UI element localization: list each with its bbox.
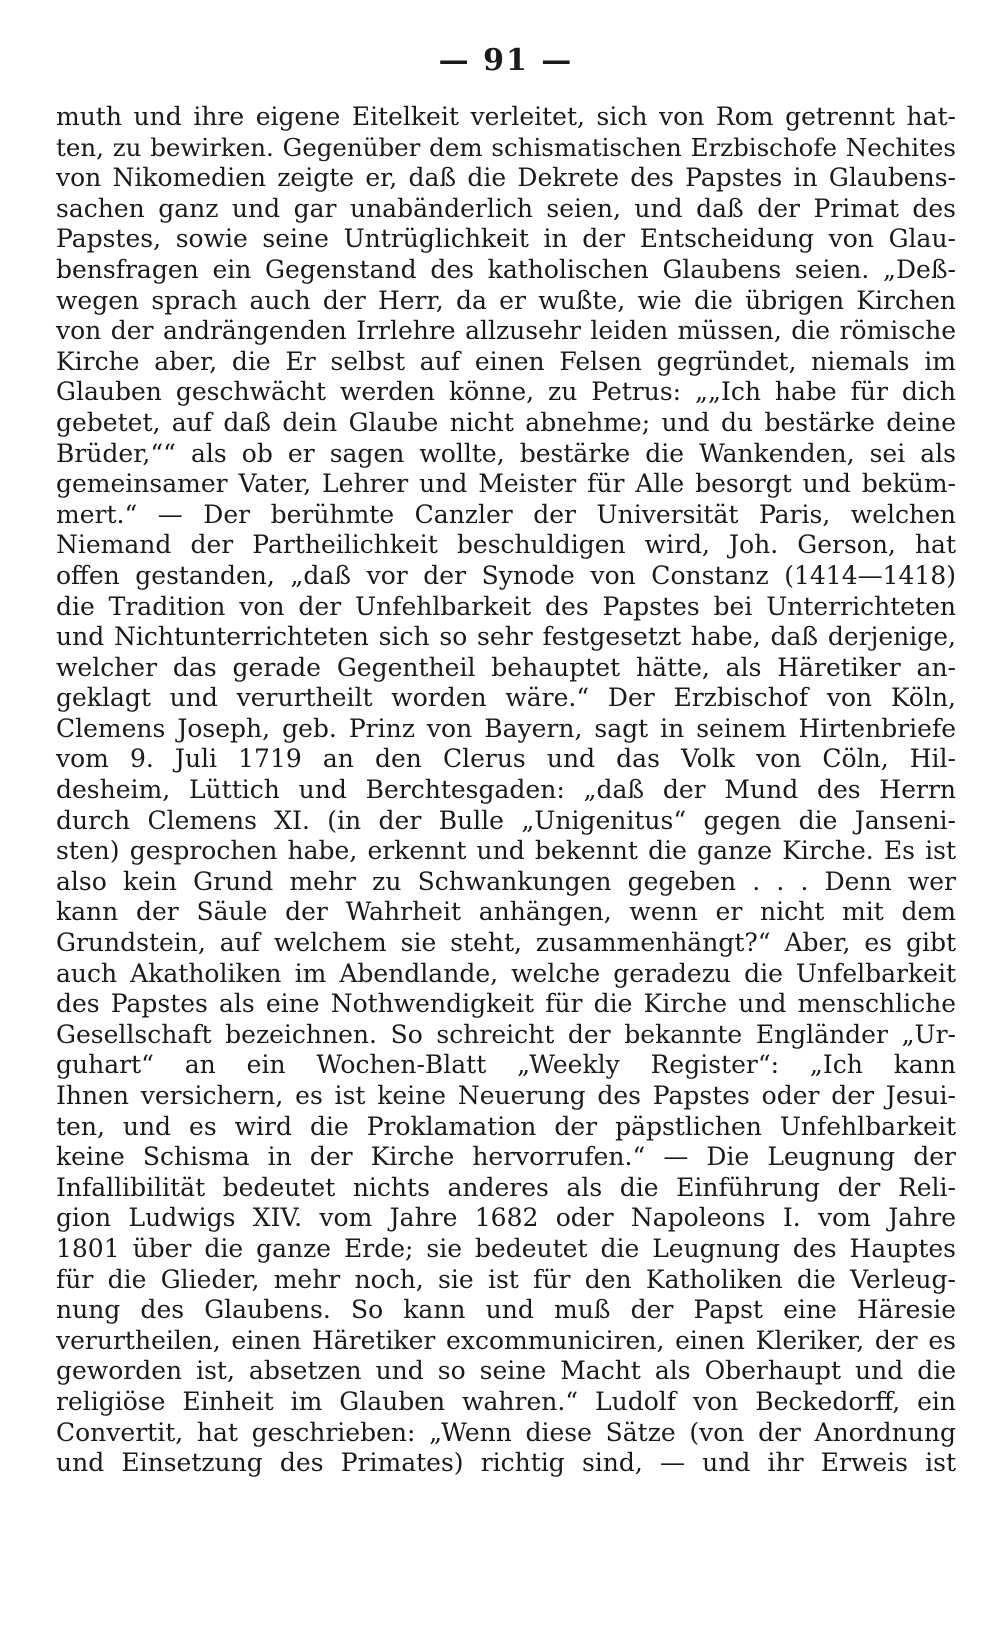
- text-line: welcher das gerade Gegentheil behauptet hätte, als Häretiker an-: [56, 652, 956, 682]
- text-line: gebetet, auf daß dein Glaube nicht abnehme; und du bestärke deine: [56, 407, 956, 437]
- text-line: ten, und es wird die Proklamation der päpstlichen Unfehlbarkeit: [56, 1111, 956, 1141]
- text-line: vom 9. Juli 1719 an den Clerus und das Volk von Cöln, Hil-: [56, 744, 956, 774]
- text-line: geworden ist, absetzen und so seine Macht als Oberhaupt und die: [56, 1356, 956, 1386]
- text-line: gion Ludwigs XIV. vom Jahre 1682 oder Napoleons I. vom Jahre: [56, 1203, 956, 1233]
- text-line: die Tradition von der Unfehlbarkeit des Papstes bei Unterrichteten: [56, 591, 956, 621]
- text-line: Gesellschaft bezeichnen. So schreicht der bekannte Engländer „Ur-: [56, 1019, 956, 1049]
- text-line: Papstes, sowie seine Untrüglichkeit in der Entscheidung von Glau-: [56, 224, 956, 254]
- text-line: mert.“ — Der berühmte Canzler der Universität Paris, welchen: [56, 499, 956, 529]
- text-line: von der andrängenden Irrlehre allzusehr leiden müssen, die römische: [56, 316, 956, 346]
- text-line: Convertit, hat geschrieben: „Wenn diese Sätze (von der Anordnung: [56, 1417, 956, 1447]
- text-line: und Nichtunterrichteten sich so sehr festgesetzt habe, daß derjenige,: [56, 622, 956, 652]
- text-line: Grundstein, auf welchem sie steht, zusammenhängt?“ Aber, es gibt: [56, 928, 956, 958]
- text-line: muth und ihre eigene Eitelkeit verleitet, sich von Rom getrennt hat-: [56, 102, 956, 131]
- text-line: sachen ganz und gar unabänderlich seien, und daß der Primat des: [56, 193, 956, 223]
- text-line: keine Schisma in der Kirche hervorrufen.“ — Die Leugnung der: [56, 1142, 956, 1172]
- text-line: also kein Grund mehr zu Schwankungen gegeben . . . Denn wer: [56, 866, 956, 896]
- text-line: auch Akatholiken im Abendlande, welche geradezu die Unfelbarkeit: [56, 958, 956, 988]
- text-line: offen gestanden, „daß vor der Synode von Constanz (1414—1418): [56, 560, 956, 590]
- text-line: Brüder,““ als ob er sagen wollte, bestärke die Wankenden, sei als: [56, 438, 956, 468]
- text-line: geklagt und verurtheilt worden wäre.“ Der Erzbischof von Köln,: [56, 683, 956, 713]
- text-line: ten, zu bewirken. Gegenüber dem schismatischen Erzbischofe Nechites: [56, 132, 956, 162]
- text-line: Infallibilität bedeutet nichts anderes als die Einführung der Reli-: [56, 1172, 956, 1202]
- text-line: durch Clemens XI. (in der Bulle „Unigenitus“ gegen die Janseni-: [56, 805, 956, 835]
- text-line: und Einsetzung des Primates) richtig sind, — und ihr Erweis ist: [56, 1448, 956, 1478]
- body-text: [56, 102, 956, 1479]
- text-line: Ihnen versichern, es ist keine Neuerung des Papstes oder der Jesui-: [56, 1081, 956, 1110]
- text-line: gemeinsamer Vater, Lehrer und Meister für Alle besorgt und beküm-: [56, 469, 956, 499]
- text-line: für die Glieder, mehr noch, sie ist für den Katholiken die Verleug-: [56, 1264, 956, 1294]
- text-line: verurtheilen, einen Häretiker excommuniciren, einen Kleriker, der es: [56, 1325, 956, 1355]
- text-line: wegen sprach auch der Herr, da er wußte, wie die übrigen Kirchen: [56, 285, 956, 315]
- text-line: nung des Glaubens. So kann und muß der Papst eine Häresie: [56, 1295, 956, 1325]
- text-line: guhart“ an ein Wochen-Blatt „Weekly Register“: „Ich kann: [56, 1050, 956, 1080]
- text-line: Glauben geschwächt werden könne, zu Petrus: „„Ich habe für dich: [56, 377, 956, 407]
- text-line: von Nikomedien zeigte er, daß die Dekrete des Papstes in Glaubens-: [56, 163, 956, 193]
- text-line: desheim, Lüttich und Berchtesgaden: „daß der Mund des Herrn: [56, 775, 956, 805]
- text-line: des Papstes als eine Nothwendigkeit für die Kirche und menschliche: [56, 989, 956, 1019]
- book-page: [56, 36, 956, 1479]
- text-line: Clemens Joseph, geb. Prinz von Bayern, sagt in seinem Hirtenbriefe: [56, 713, 956, 743]
- text-line: Kirche aber, die Er selbst auf einen Felsen gegründet, niemals im: [56, 346, 956, 376]
- text-line: religiöse Einheit im Glauben wahren.“ Ludolf von Beckedorff, ein: [56, 1386, 956, 1416]
- text-line: bensfragen ein Gegenstand des katholischen Glaubens seien. „Deß-: [56, 254, 956, 284]
- page-number: — 91 —: [438, 43, 574, 78]
- text-line: sten) gesprochen habe, erkennt und bekennt die ganze Kirche. Es ist: [56, 836, 956, 866]
- text-line: kann der Säule der Wahrheit anhängen, wenn er nicht mit dem: [56, 897, 956, 927]
- text-line: Niemand der Partheilichkeit beschuldigen wird, Joh. Gerson, hat: [56, 530, 956, 560]
- text-line: 1801 über die ganze Erde; sie bedeutet die Leugnung des Hauptes: [56, 1233, 956, 1263]
